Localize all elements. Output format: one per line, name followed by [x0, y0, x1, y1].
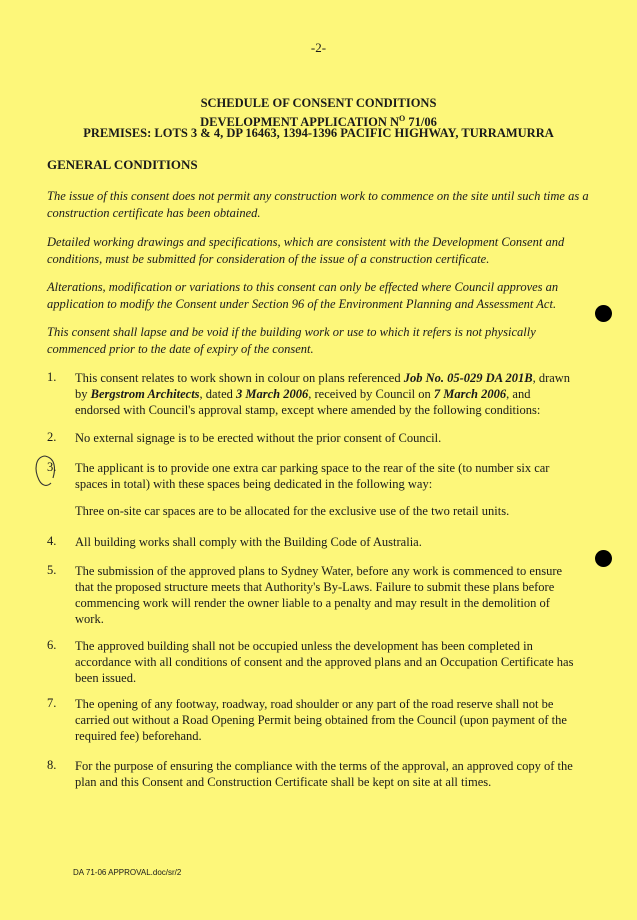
condition-text: The approved building shall not be occupied unless the development has been completed in accordance with all conditions of consent and the approved plans and an Occupation Certificate has been issued.: [75, 639, 574, 685]
punch-hole: [595, 550, 612, 567]
intro-paragraph: Detailed working drawings and specifications, which are consistent with the Development Consent and conditions, must be submitted for consideration of the issue of a construction certificate.: [47, 235, 565, 266]
condition-number: 7.: [47, 696, 57, 710]
intro-paragraph: The issue of this consent does not permit any construction work to commence on the site until such time as a construction certificate has been obtained.: [47, 189, 589, 220]
condition-text: All building works shall comply with the Building Code of Australia.: [75, 535, 422, 549]
premises-heading: PREMISES: LOTS 3 & 4, DP 16463, 1394-1396 PACIFIC HIGHWAY, TURRAMURRA: [83, 126, 554, 140]
condition-subtext: Three on-site car spaces are to be allocated for the exclusive use of the two retail units.: [75, 504, 510, 518]
condition-number: 5.: [47, 563, 57, 577]
document-footer: DA 71-06 APPROVAL.doc/sr/2: [73, 868, 182, 877]
condition-number: 3.: [47, 460, 57, 474]
condition-text: The opening of any footway, roadway, road shoulder or any part of the road reserve shall not be carried out without a Road Opening Permit being obtained from the Council (upon payment of the required fee) beforehand.: [75, 697, 567, 743]
condition-number: 6.: [47, 638, 57, 652]
condition-text: This consent relates to work shown in colour on plans referenced Job No. 05-029 DA 201B, drawn by Bergstrom Architects, dated 3 March 2006, received by Council on 7 March 2006, and endorsed with Council's approval stamp, except where amended by the following conditions:: [75, 371, 571, 417]
section-title: GENERAL CONDITIONS: [47, 157, 198, 172]
application-heading: DEVELOPMENT APPLICATION $N^O$ 71/06: [200, 114, 437, 130]
intro-paragraph: This consent shall lapse and be void if the building work or use to which it refers is not physically commenced prior to the date of expiry of the consent.: [47, 325, 536, 356]
punch-hole: [595, 305, 612, 322]
condition-text: The submission of the approved plans to Sydney Water, before any work is commenced to ensure that the proposed structure meets that Authority's By-Laws. Failure to submit these plans before commencing work will render the owner liable to a penalty and may result in the demolition of work.: [75, 564, 563, 626]
schedule-heading: SCHEDULE OF CONSENT CONDITIONS: [200, 96, 437, 110]
condition-text: The applicant is to provide one extra car parking space to the rear of the site (to number six car spaces in total) with these spaces being dedicated in the following way:: [75, 461, 550, 491]
intro-paragraph: Alterations, modification or variations to this consent can only be effected where Council approves an application to modify the Consent under Section 96 of the Environment Planning and Assessment Act.: [47, 280, 559, 311]
condition-number: 2.: [47, 430, 57, 444]
page-number: -2-: [310, 40, 327, 55]
condition-number: 1.: [47, 370, 57, 384]
condition-number: 4.: [47, 534, 57, 548]
condition-text: No external signage is to be erected without the prior consent of Council.: [75, 431, 442, 445]
condition-number: 8.: [47, 758, 57, 772]
condition-text: For the purpose of ensuring the compliance with the terms of the approval, an approved copy of the plan and this Consent and Construction Certificate shall be kept on site at all times.: [75, 759, 573, 789]
